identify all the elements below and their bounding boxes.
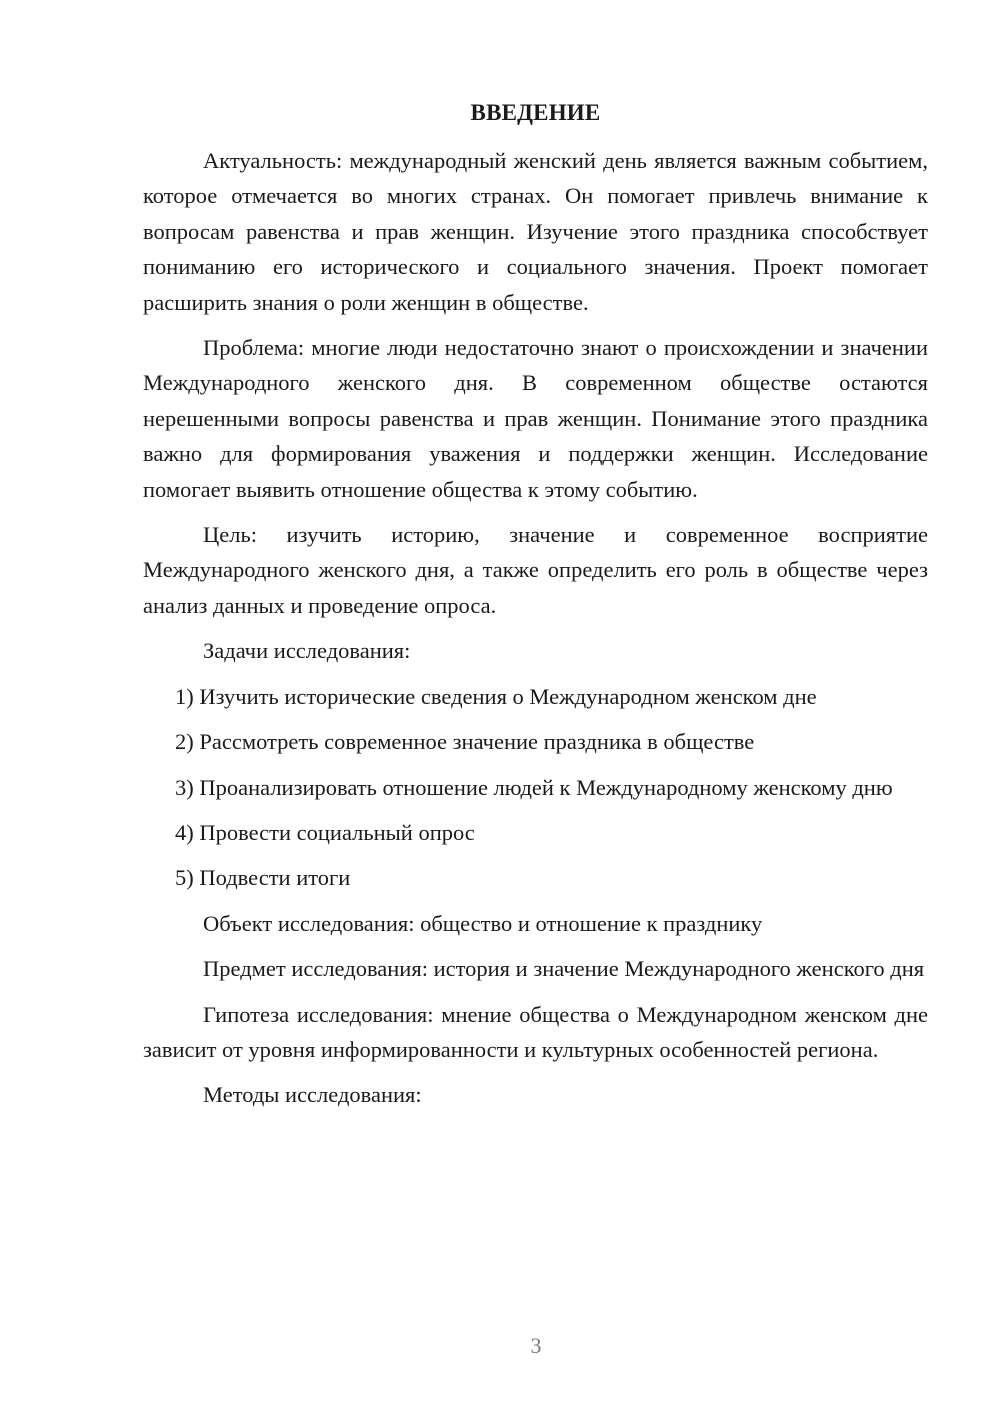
section-title: ВВЕДЕНИЕ xyxy=(470,100,601,125)
tasks-heading: Задачи исследования: xyxy=(203,638,411,664)
document-page xyxy=(143,95,928,1123)
hypothesis-paragraph: Гипотеза исследования: мнение общества о Международном женском дне зависит от уровня информированности и культурных особенностей региона. xyxy=(143,1001,928,1062)
page-number: 3 xyxy=(530,1333,542,1358)
task-item-2: 2) Рассмотреть современное значение праздника в обществе xyxy=(175,729,755,755)
relevance-paragraph: Актуальность: международный женский день является важным событием, которое отмечается во многих странах. Он помогает привлечь внимание к вопросам равенства и прав женщин. Изучение этого праздника способствует пониманию его исторического и социального значения. Проект помогает расширить знания о роли женщин в обществе. xyxy=(143,148,928,315)
task-item-5: 5) Подвести итоги xyxy=(175,865,351,891)
goal-paragraph: Цель: изучить историю, значение и современное восприятие Международного женского дня, а также определить его роль в обществе через анализ данных и проведение опроса. xyxy=(143,522,928,618)
research-subject-paragraph: Предмет исследования: история и значение Международного женского дня xyxy=(203,956,925,982)
task-item-4: 4) Провести социальный опрос xyxy=(175,819,475,845)
task-item-1: 1) Изучить исторические сведения о Международном женском дне xyxy=(175,683,817,709)
research-object-paragraph: Объект исследования: общество и отношение к празднику xyxy=(203,910,763,936)
problem-paragraph: Проблема: многие люди недостаточно знают о происхождении и значении Международного женского дня. В современном обществе остаются нерешенными вопросы равенства и прав женщин. Понимание этого праздника важно для формирования уважения и поддержки женщин. Исследование помогает выявить отношение общества к этому событию. xyxy=(143,335,928,502)
methods-heading: Методы исследования: xyxy=(203,1082,422,1108)
task-item-3: 3) Проанализировать отношение людей к Международному женскому дню xyxy=(175,774,893,800)
